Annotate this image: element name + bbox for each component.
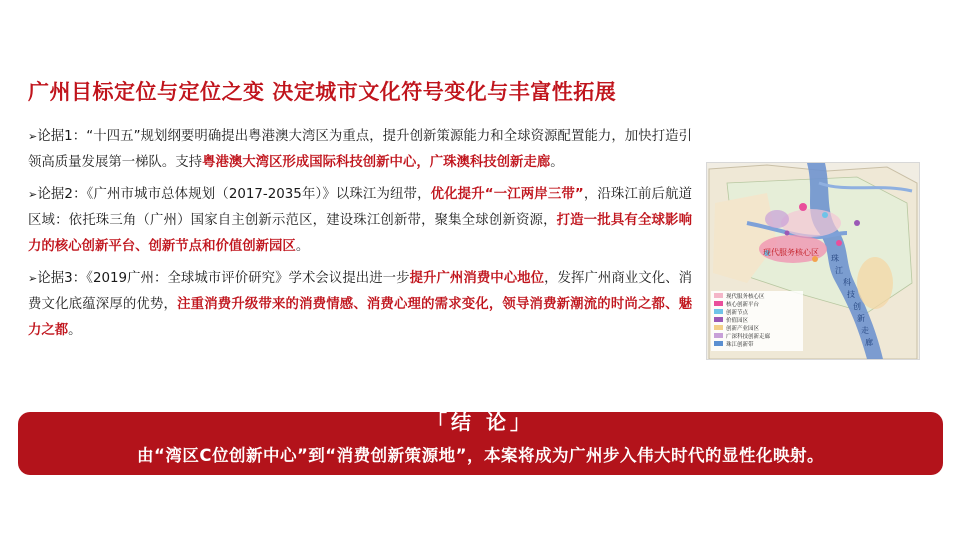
map-river-label: 廊 <box>865 338 873 347</box>
conclusion-title: 「结 论」 <box>427 410 534 434</box>
arrow-right-icon: ➢ <box>28 272 38 285</box>
argument-2-highlight-2: 打造一批具有全球影响力的核心创新平台、创新节点和价值创新园区 <box>28 213 693 254</box>
conclusion-banner <box>18 412 943 475</box>
legend-item: 现代服务核心区 <box>714 293 800 301</box>
argument-2 <box>28 182 692 260</box>
legend-swatch <box>714 293 723 298</box>
legend-item: 广深科技创新走廊 <box>714 333 800 341</box>
map-river-label: 走 <box>861 326 869 335</box>
arrow-right-icon: ➢ <box>28 188 38 201</box>
legend-swatch <box>714 301 723 306</box>
map-river-label: 江 <box>835 266 843 275</box>
page-title: 广州目标定位与定位之变 决定城市文化符号变化与丰富性拓展 <box>28 80 617 104</box>
map-river-label: 科 <box>843 278 851 287</box>
argument-3-mid: ，发挥广州商业文化、消费文化底蕴深厚的优势， <box>28 271 692 312</box>
map-river-label: 新 <box>857 314 865 323</box>
conclusion-text: 由“湾区C位创新中心”到“消费创新策源地”，本案将成为广州步入伟大时代的显性化映射。 <box>137 446 824 465</box>
legend-swatch <box>714 309 723 314</box>
guangzhou-plan-map <box>706 162 920 360</box>
legend-swatch <box>714 341 723 346</box>
map-center-label: 现代服务核心区 <box>763 248 819 257</box>
legend-item: 珠江创新带 <box>714 341 800 349</box>
argument-3 <box>28 266 692 344</box>
argument-2-text: 论据2：《广州市城市总体规划（2017-2035年）》以珠江为纽带， <box>37 187 431 202</box>
legend-swatch <box>714 317 723 322</box>
map-river-label: 技 <box>847 290 855 299</box>
argument-1-text: 论据1：“十四五”规划纲要明确提出粤港澳大湾区为重点，提升创新策源能力和全球资源配置能力，加快打造引领高质量发展第一梯队。支持 <box>28 129 692 170</box>
argument-3-highlight-1: 提升广州消费中心地位 <box>409 271 545 286</box>
arguments-list <box>28 124 692 350</box>
legend-swatch <box>714 333 723 338</box>
argument-3-end: 。 <box>68 323 82 338</box>
argument-1 <box>28 124 692 176</box>
map-river-label: 创 <box>853 302 861 311</box>
argument-3-highlight-2: 注重消费升级带来的消费情感、消费心理的需求变化，领导消费新潮流的时尚之都、魅力之都 <box>28 297 693 338</box>
map-legend <box>711 291 803 351</box>
argument-1-highlight: 粤港澳大湾区形成国际科技创新中心，广珠澳科技创新走廊 <box>202 155 551 170</box>
argument-3-text: 论据3：《2019广州：全球城市评价研究》学术会议提出进一步 <box>37 271 410 286</box>
argument-1-mid: 。 <box>550 155 564 170</box>
legend-item: 价值园区 <box>714 317 800 325</box>
legend-item: 核心创新平台 <box>714 301 800 309</box>
legend-swatch <box>714 325 723 330</box>
argument-2-highlight-1: 优化提升“一江两岸三带” <box>430 187 584 202</box>
arrow-right-icon: ➢ <box>28 130 38 143</box>
map-river-label: 珠 <box>831 254 839 263</box>
argument-2-end: 。 <box>295 239 310 254</box>
argument-2-mid: ，沿珠江前后航道区域：依托珠三角（广州）国家自主创新示范区，建设珠江创新带，聚集全球创新资源， <box>28 187 693 228</box>
legend-item: 创新节点 <box>714 309 800 317</box>
legend-item: 创新产业园区 <box>714 325 800 333</box>
